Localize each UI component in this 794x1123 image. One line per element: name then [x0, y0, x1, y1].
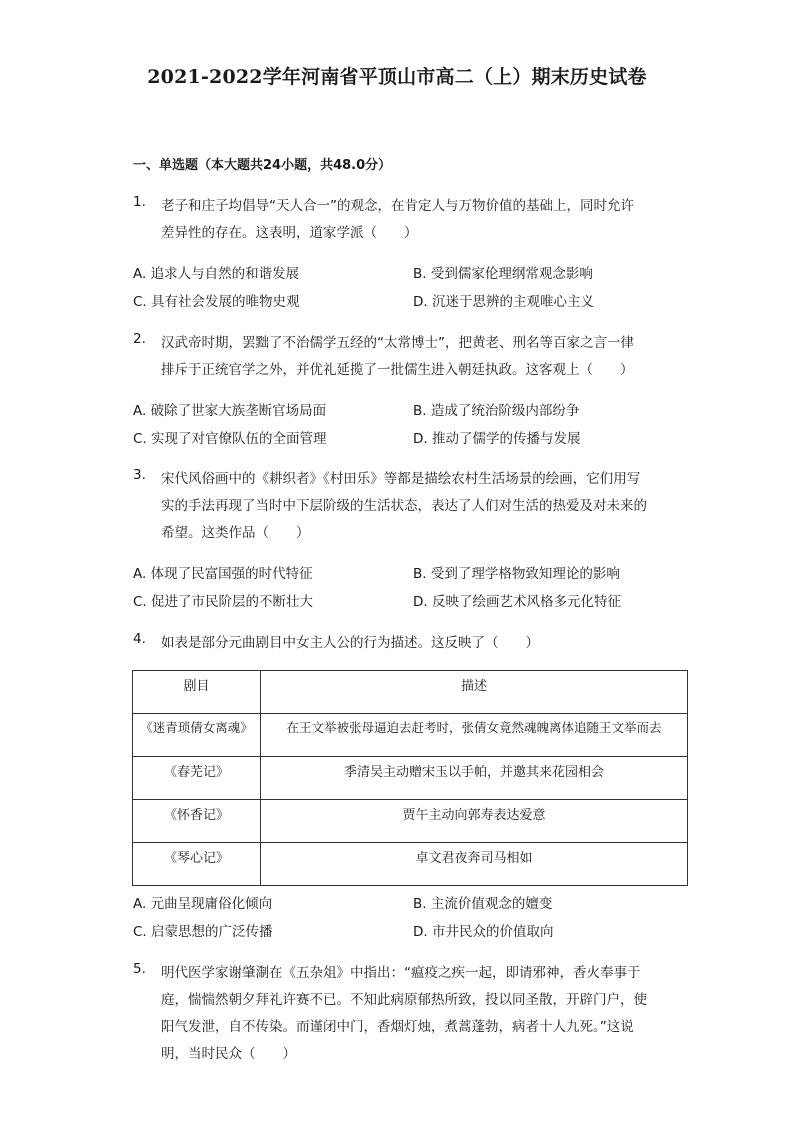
option-d: D. 沉迷于思辨的主观唯心主义 — [413, 294, 594, 310]
option-c: C. 具有社会发展的唯物史观 — [133, 294, 300, 310]
table-header: 剧目 — [133, 671, 261, 714]
table-cell: 季清吴主动赠宋玉以手帕，并邀其来花园相会 — [261, 757, 688, 800]
table-cell: 《怀香记》 — [133, 800, 261, 843]
table-cell: 在王文举被张母逼迫去赶考时，张倩女竟然魂魄离体追随王文举而去 — [261, 714, 688, 757]
option-b: B. 主流价值观念的嬗变 — [413, 896, 553, 912]
table-row — [133, 800, 688, 843]
question-text: 希望。这类作品（ ） — [161, 525, 310, 541]
table-cell: 《琴心记》 — [133, 843, 261, 886]
table-row — [133, 757, 688, 800]
question-text: 实的手法再现了当时中下层阶级的生活状态，表达了人们对生活的热爱及对未来的 — [161, 498, 647, 514]
question-text: 如表是部分元曲剧目中女主人公的行为描述。这反映了（ ） — [161, 635, 539, 651]
question-number: 1. — [133, 194, 146, 210]
option-c: C. 实现了对官僚队伍的全面管理 — [133, 431, 327, 447]
option-b: B. 受到儒家伦理纲常观念影响 — [413, 266, 593, 282]
table-header-row — [133, 671, 688, 714]
table-row — [133, 843, 688, 886]
question-text: 宋代风俗画中的《耕织者》《村田乐》等都是描绘农村生活场景的绘画，它们用写 — [161, 471, 641, 487]
question-text: 阳气发泄，自不传染。而谨闭中门，香烟灯烛，煮蒿蓬勃，病者十人九死。”这说 — [161, 1019, 634, 1035]
table-header: 描述 — [261, 671, 688, 714]
option-d: D. 反映了绘画艺术风格多元化特征 — [413, 594, 621, 610]
question-number: 3. — [133, 467, 146, 483]
option-d: D. 市井民众的价值取向 — [413, 924, 554, 940]
drama-table — [132, 670, 688, 886]
section-heading: 一、单选题（本大题共24小题，共48.0分） — [133, 158, 392, 173]
question-text: 老子和庄子均倡导“天人合一”的观念，在肯定人与万物价值的基础上，同时允许 — [161, 198, 634, 214]
question-text: 明，当时民众（ ） — [161, 1046, 296, 1062]
option-b: B. 造成了统治阶级内部纷争 — [413, 403, 580, 419]
option-a: A. 体现了民富国强的时代特征 — [133, 566, 313, 582]
page-title: 2021-2022学年河南省平顶山市高二（上）期末历史试卷 — [147, 66, 647, 88]
question-number: 4. — [133, 631, 146, 647]
table-cell: 《春芜记》 — [133, 757, 261, 800]
question-text: 明代医学家谢肇淛在《五杂俎》中指出：“瘟疫之疾一起，即请邪神，香火奉事于 — [161, 965, 641, 981]
question-text: 排斥于正统官学之外，并优礼延揽了一批儒生进入朝廷执政。这客观上（ ） — [161, 362, 634, 378]
table-cell: 贾午主动向郭寿表达爱意 — [261, 800, 688, 843]
option-b: B. 受到了理学格物致知理论的影响 — [413, 566, 620, 582]
table-cell: 《迷青琐倩女离魂》 — [133, 714, 261, 757]
option-a: A. 破除了世家大族垄断官场局面 — [133, 403, 327, 419]
option-a: A. 追求人与自然的和谐发展 — [133, 266, 300, 282]
table-row — [133, 714, 688, 757]
question-text: 差异性的存在。这表明，道家学派（ ） — [161, 225, 418, 241]
option-a: A. 元曲呈现庸俗化倾向 — [133, 896, 273, 912]
option-c: C. 启蒙思想的广泛传播 — [133, 924, 273, 940]
question-number: 2. — [133, 331, 146, 347]
option-c: C. 促进了市民阶层的不断壮大 — [133, 594, 314, 610]
question-number: 5. — [133, 961, 146, 977]
question-text: 汉武帝时期，罢黜了不治儒学五经的“太常博士”，把黄老、刑名等百家之言一律 — [161, 335, 634, 351]
table-cell: 卓文君夜奔司马相如 — [261, 843, 688, 886]
option-d: D. 推动了儒学的传播与发展 — [413, 431, 581, 447]
question-text: 庭，惴惴然朝夕拜礼许赛不已。不知此病原郁热所致，投以同圣散，开辟门户，使 — [161, 992, 647, 1008]
